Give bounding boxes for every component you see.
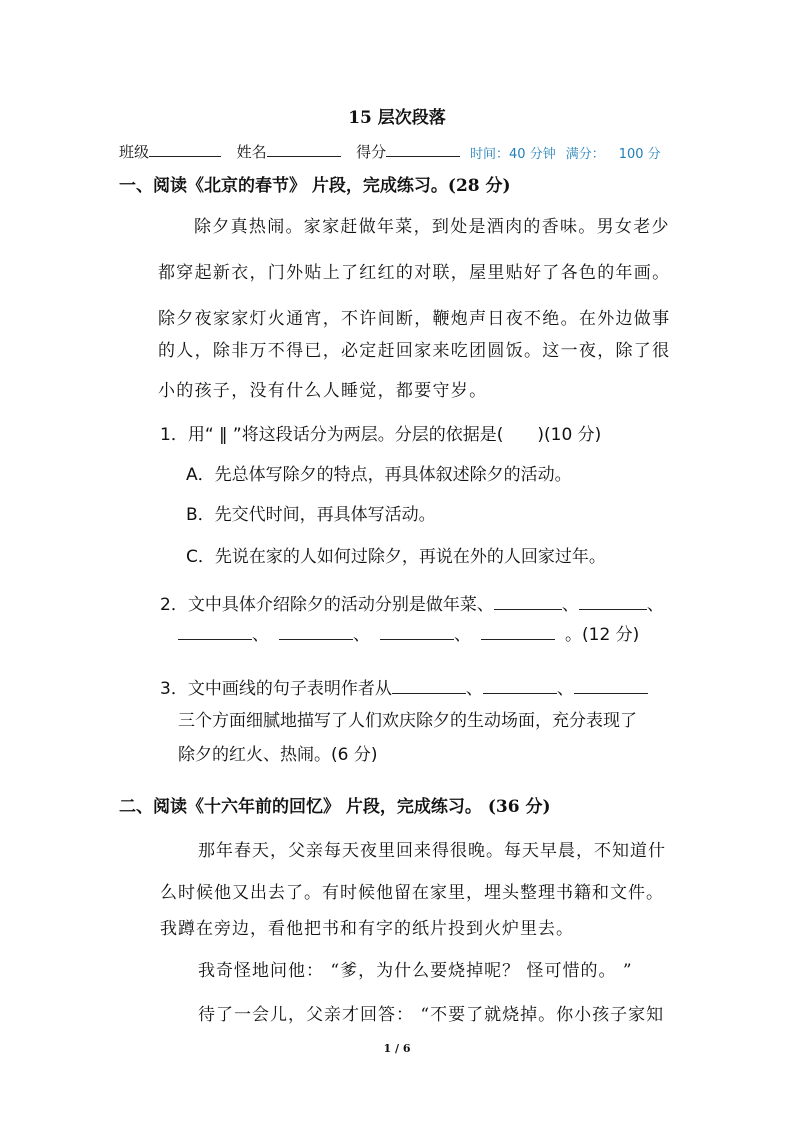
class-label: 班级 [119,143,150,161]
passage1-line: 小的孩子，没有什么人睡觉，都要守岁。 [158,381,488,401]
passage1-line: 除夕真热闹。家家赶做年菜，到处是酒肉的香味。男女老少 [194,217,670,237]
separator: 、 [646,595,664,615]
question-3-line1 [160,674,648,699]
separator: 、 [454,625,471,645]
page-number: 1 / 6 [383,1042,411,1055]
score-label: 得分 [356,143,387,161]
class-blank [149,140,221,157]
name-blank [267,140,341,157]
answer-blank [279,623,353,640]
question-2-points: 。(12 分) [565,625,640,645]
separator: 、 [561,595,579,615]
answer-blank [178,623,252,640]
separator: 、 [465,679,483,699]
time-value: 40 分钟 [509,147,556,162]
page-title: 15 层次段落 [348,108,446,128]
passage2-line: 我蹲在旁边，看他把书和有字的纸片投到火炉里去。 [160,919,574,939]
answer-blank [579,593,647,610]
answer-blank [481,623,555,640]
full-score-value: 100 分 [618,147,661,162]
question-3-text: 3．文中画线的句子表明作者从 [160,679,392,699]
question-3-line3: 除夕的红火、热闹。(6 分) [178,745,378,765]
student-info-row [119,140,460,162]
time-label: 时间： [470,147,510,162]
question-3-line2: 三个方面细腻地描写了人们欢庆除夕的生动场面，充分表现了 [178,711,637,731]
question-2-line1 [160,590,664,615]
passage1-line: 除夕夜家家灯火通宵，不许间断，鞭炮声日夜不绝。在外边做事 [158,309,671,329]
question-1-option-a: A．先总体写除夕的特点，再具体叙述除夕的活动。 [186,465,572,485]
passage2-line: 那年春天，父亲每天夜里回来得很晚。每天早晨，不知道什 [198,841,666,861]
answer-blank [574,677,648,694]
question-1-option-c: C．先说在家的人如何过除夕，再说在外的人回家过年。 [186,547,606,567]
answer-blank [494,593,562,610]
question-2-text: 2．文中具体介绍除夕的活动分别是做年菜、 [160,595,494,615]
passage2-line: 么时候他又出去了。有时候他留在家里，埋头整理书籍和文件。 [160,883,664,903]
section2-heading: 二、阅读《十六年前的回忆》 片段，完成练习。 (36 分) [119,797,551,817]
passage2-line: 我奇怪地问他： “爹，为什么要烧掉呢？ 怪可惜的。 ” [198,961,633,981]
section1-heading: 一、阅读《北京的春节》 片段，完成练习。(28 分) [119,176,511,196]
separator: 、 [353,625,370,645]
separator: 、 [556,679,574,699]
passage1-line: 都穿起新衣，门外贴上了红红的对联，屋里贴好了各色的年画。 [158,263,671,283]
answer-blank [392,677,466,694]
full-score-label: 满分： [565,147,605,162]
passage2-line: 待了一会儿，父亲才回答： “不要了就烧掉。你小孩子家知 [198,1005,665,1025]
score-blank [386,140,460,157]
name-label: 姓名 [236,143,267,161]
question-1-stem: 1．用“ ‖ ”将这段话分为两层。分层的依据是( )(10 分) [160,425,602,445]
passage1-line: 的人，除非万不得已，必定赶回家来吃团圆饭。这一夜，除了很 [158,341,671,361]
time-info [470,143,661,162]
answer-blank [380,623,454,640]
question-1-option-b: B．先交代时间，再具体写活动。 [186,505,436,525]
question-2-line2 [178,620,639,645]
answer-blank [483,677,557,694]
separator: 、 [252,625,269,645]
